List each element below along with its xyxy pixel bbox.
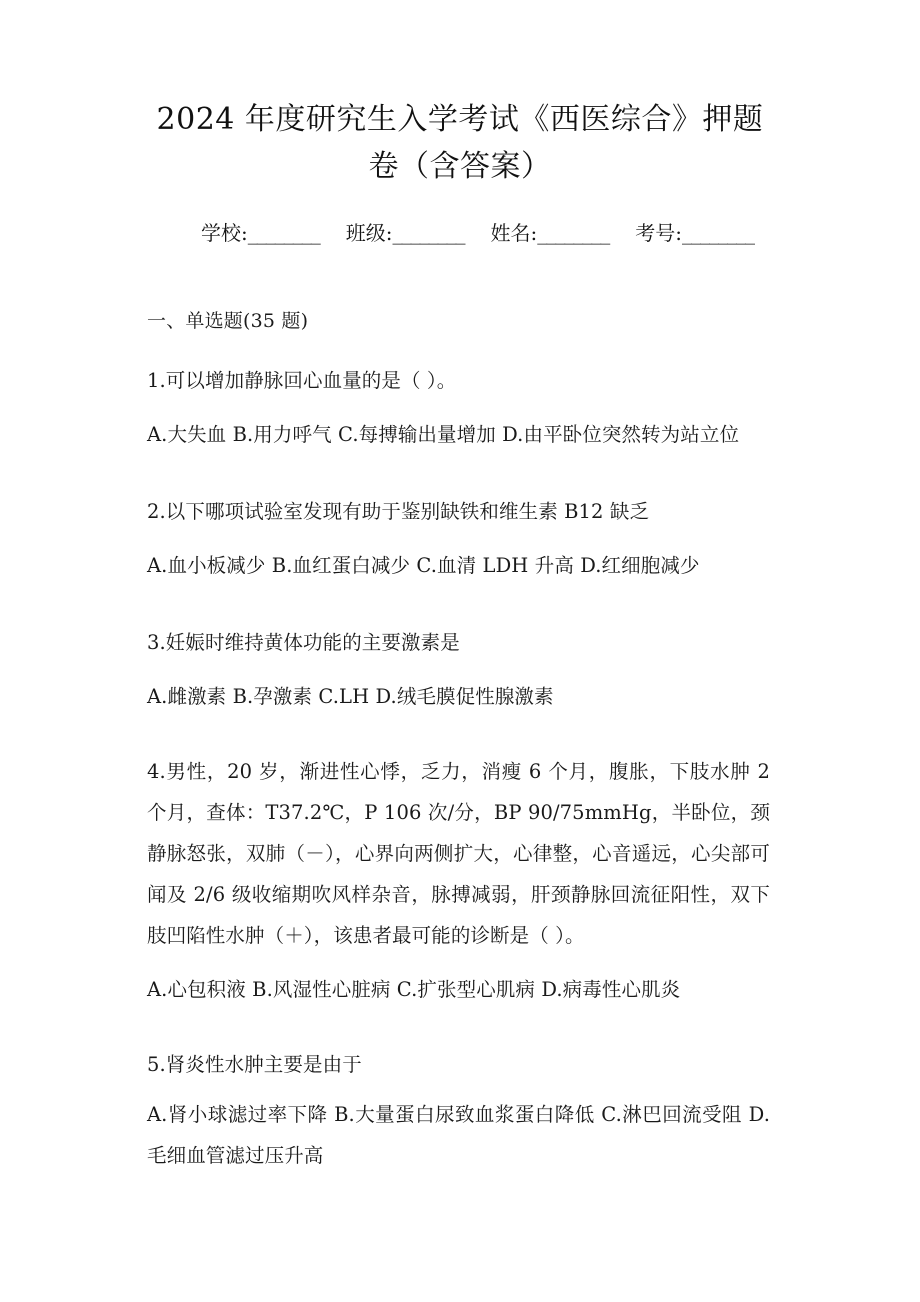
class-label: 班级: <box>345 221 393 245</box>
exam-no-blank[interactable]: ________ <box>682 221 754 245</box>
question-options[interactable]: A.心包积液 B.风湿性心脏病 C.扩张型心肌病 D.病毒性心肌炎 <box>147 978 681 1001</box>
name-label: 姓名: <box>490 221 538 245</box>
exam-no-field <box>635 216 754 250</box>
question-options[interactable]: A.大失血 B.用力呼气 C.每搏输出量增加 D.由平卧位突然转为站立位 <box>147 423 740 446</box>
question-item <box>147 622 770 717</box>
page-title-line-1: 2024 年度研究生入学考试《西医综合》押题 <box>156 102 764 137</box>
question-stem: 3.妊娠时维持黄体功能的主要激素是 <box>147 631 460 654</box>
question-stem: 4.男性，20 岁，渐进性心悸，乏力，消瘦 6 个月，腹胀，下肢水肿 2 个月，查体：T37.2℃，P 106 次/分，BP 90/75mmHg，半卧位，颈静脉怒张，双肺（－），心界向两侧扩大，心律整，心音遥远，心尖部可闻及 2/6 级收缩期吹风样杂音，脉搏减弱，肝颈静脉回流征阳性，双下肢凹陷性水肿（＋），该患者最可能的诊断是（ ）。 <box>147 760 770 947</box>
class-blank[interactable]: ________ <box>392 221 465 245</box>
school-blank[interactable]: ________ <box>247 221 320 245</box>
question-item <box>147 360 770 455</box>
question-options[interactable]: A.雌激素 B.孕激素 C.LH D.绒毛膜促性腺激素 <box>147 685 554 708</box>
question-stem: 1.可以增加静脉回心血量的是（ ）。 <box>147 369 457 392</box>
question-options[interactable]: A.血小板减少 B.血红蛋白减少 C.血清 LDH 升高 D.红细胞减少 <box>147 554 700 577</box>
student-info-line <box>0 216 920 250</box>
section-heading-single-choice: 一、单选题(35 题) <box>147 310 309 332</box>
question-stem: 5.肾炎性水肿主要是由于 <box>147 1053 362 1076</box>
question-item <box>147 491 770 586</box>
exam-content <box>0 250 920 1176</box>
name-field <box>491 216 610 250</box>
school-label: 学校: <box>201 221 248 245</box>
class-field <box>346 216 465 250</box>
question-item <box>147 1044 770 1176</box>
question-item <box>147 751 770 1010</box>
page-title <box>0 0 920 190</box>
question-stem: 2.以下哪项试验室发现有助于鉴别缺铁和维生素 B12 缺乏 <box>147 500 650 523</box>
page-title-line-2: 卷（含答案） <box>368 149 552 184</box>
school-field <box>201 216 320 250</box>
exam-no-label: 考号: <box>635 221 682 245</box>
name-blank[interactable]: ________ <box>537 221 610 245</box>
question-options[interactable]: A.肾小球滤过率下降 B.大量蛋白尿致血浆蛋白降低 C.淋巴回流受阻 D.毛细血管滤过压升高 <box>147 1103 770 1167</box>
